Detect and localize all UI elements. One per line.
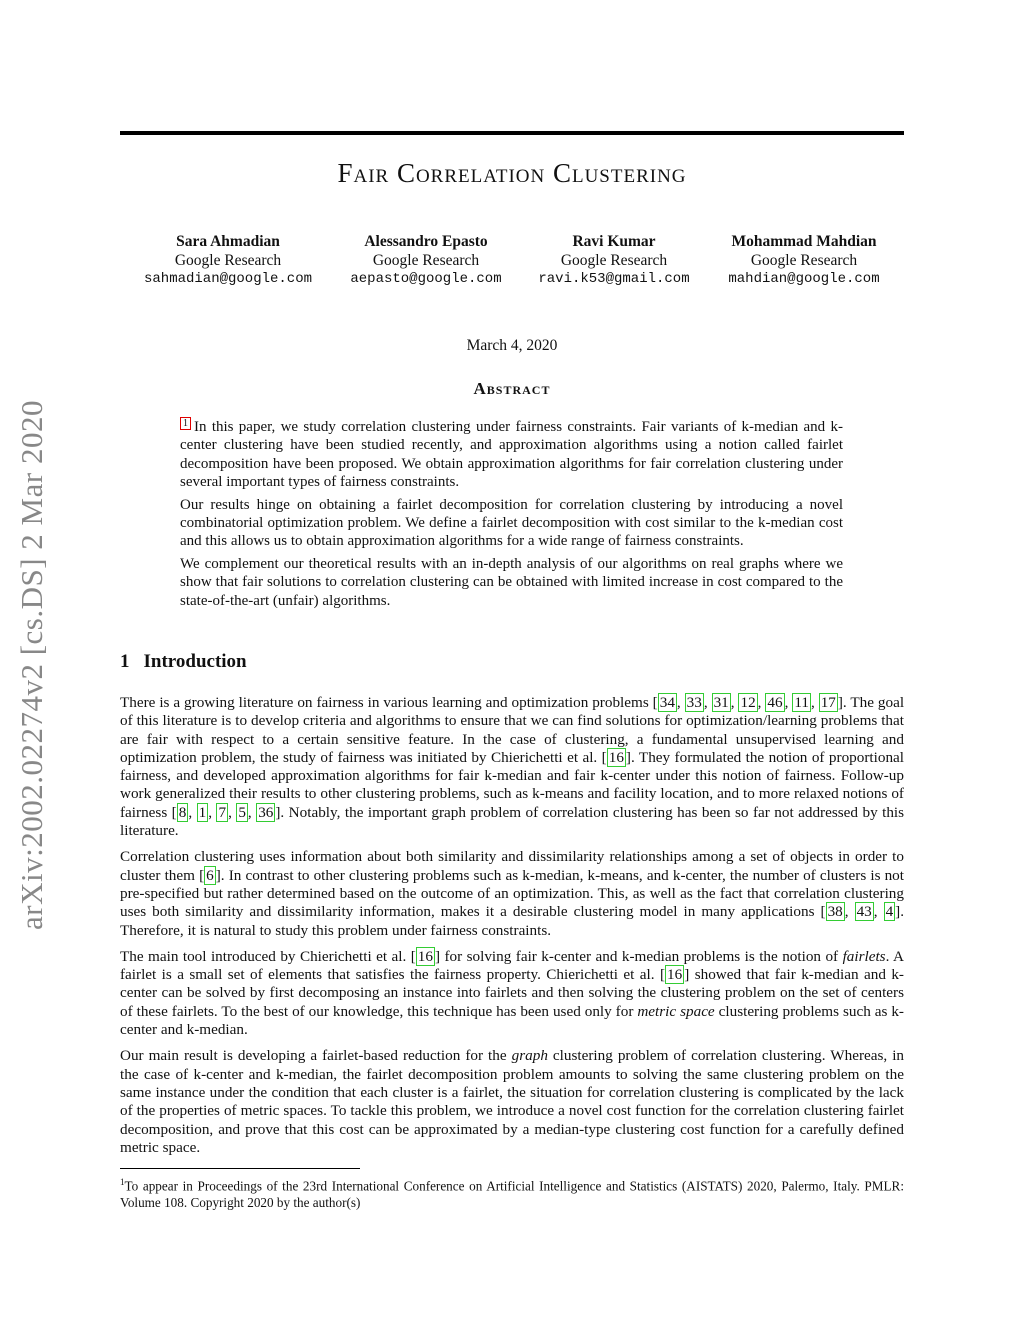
citation-link[interactable]: 36 (258, 803, 274, 821)
citation-separator: , (208, 803, 217, 821)
author-2 (326, 232, 526, 289)
author-email[interactable]: ravi.k53@gmail.com (538, 271, 690, 287)
citation-link[interactable]: 1 (198, 803, 207, 821)
citation-link[interactable]: 33 (686, 694, 702, 711)
intro-paragraph-1 (120, 694, 904, 840)
text-run: ] showed that fair k-median and k-center can be solved by first decomposing an instance into fairlets and then solving the clustering problem on the set of centers of these fairlets. To the best of our knowledge, this technique has been used only for (120, 966, 904, 1020)
abstract-text: In this paper, we study correlation clustering under fairness constraints. Fair variants of k-median and k-center clustering have been studied recently, and approximation algorithms using a notion called fairlet decomposition have been proposed. We obtain approximation algorithms for fair correlation clustering under several important types of fairness constraints. (180, 419, 843, 491)
citation-separator: , (873, 903, 884, 921)
citation-separator: , (676, 694, 685, 711)
abstract-paragraph (180, 417, 843, 492)
author-name: Ravi Kumar (572, 233, 656, 250)
title-rule (120, 131, 904, 135)
footnote-text: To appear in Proceedings of the 23rd International Conference on Artificial Intelligence and Statistics (AISTATS) 2020, Palermo, Italy. PMLR: Volume 108. Copyright 2020 by the author(s) (120, 1178, 904, 1211)
citation-separator: , (228, 803, 237, 821)
emphasis: graph (511, 1047, 548, 1065)
author-affiliation: Google Research (174, 252, 282, 269)
citation-link[interactable]: 43 (856, 903, 872, 921)
author-affiliation: Google Research (750, 252, 858, 269)
citation-separator: , (844, 903, 855, 921)
text-run: Correlation clustering uses information about both similarity and dissimilarity relationships among a set of objects in order to cluster them [ (120, 848, 904, 884)
text-run: ]. Therefore, it is natural to study this problem under fairness constraints. (120, 903, 905, 939)
citation-link[interactable]: 11 (794, 694, 809, 711)
section-title: Introduction (143, 651, 247, 672)
section-number: 1 (120, 651, 130, 672)
text-run: The main tool introduced by Chierichetti et al. [ (120, 947, 416, 965)
footnote (120, 1174, 904, 1211)
footnote-rule (120, 1168, 360, 1169)
abstract-paragraph: Our results hinge on obtaining a fairlet decomposition for correlation clustering by introducing a novel combinatorial optimization problem. We define a fairlet decomposition with cost similar to the k-median cost and this allows us to obtain approximation algorithms for a wide range of fairness constraints. (180, 496, 843, 550)
emphasis: metric space (637, 1002, 715, 1020)
author-email[interactable]: sahmadian@google.com (143, 271, 313, 287)
text-run: ]. The goal of this literature is to develop criteria and algorithms to ensure that we can find solutions for optimization/learning problems that are fair with respect to a certain sensitive feature. In the case of clustering, a fundamental unsupervised learning and optimization problem, the study of fairness was initiated by Chierichetti et al. [ (120, 694, 905, 766)
citation-separator: , (757, 694, 766, 711)
citation-group[interactable] (826, 902, 896, 921)
text-run: clustering problem of correlation clustering. Whereas, in the case of k-center and k-median, the fairlet decomposition problem amounts to solving the same clustering problem on the same instance under the condition that each cluster is a fairlet, the situation for correlation clustering is complicated by the lack of the properties of metric spaces. To tackle this problem, we introduce a novel cost function for the correlation clustering fairlet decomposition, and prove that this cost can be approximated by a median-type clustering cost function for a carefully defined metric space. (120, 1047, 905, 1156)
intro-paragraph-2 (120, 848, 904, 939)
citation-link[interactable]: 5 (238, 803, 246, 821)
author-affiliation: Google Research (560, 252, 668, 269)
author-email[interactable]: aepasto@google.com (350, 271, 502, 287)
paper-date: March 4, 2020 (466, 337, 558, 354)
emphasis: fairlets (842, 947, 886, 965)
abstract-paragraph: We complement our theoretical results with an in-depth analysis of our algorithms on real graphs where we show that fair solutions to correlation clustering can be obtained with limited increase in cost compared to the state-of-the-art (unfair) algorithms. (180, 555, 843, 609)
citation-link[interactable]: 16 (417, 947, 433, 965)
text-run: There is a growing literature on fairness in various learning and optimization problems [ (120, 694, 658, 711)
citation-link[interactable]: 6 (206, 866, 214, 884)
author-name: Alessandro Epasto (364, 233, 488, 250)
text-run: ]. In contrast to other clustering problems such as k-median, k-means, and k-center, the number of clusters is not pre-specified but rather determined based on the outcome of an optimization. This, as well as the fact that correlation clustering uses both similarity and dissimilarity information, makes it a desirable clustering model in many applications [ (120, 866, 904, 921)
intro-paragraph-4 (120, 1047, 904, 1157)
author-1 (128, 232, 328, 289)
arxiv-stamp[interactable]: arXiv:2002.02274v2 [cs.DS] 2 Mar 2020 (14, 400, 49, 930)
text-run: . A fairlet is a small set of elements that satisfies the fairness property. Chierichetti et al. [ (120, 947, 904, 984)
author-name: Sara Ahmadian (176, 233, 280, 250)
author-3 (514, 232, 714, 289)
text-run: clustering problems such as k-center and k-median. (120, 1002, 904, 1039)
citation-link[interactable]: 17 (820, 694, 836, 711)
citation-link[interactable]: 38 (827, 903, 843, 921)
citation-link[interactable]: 31 (713, 694, 729, 711)
citation-link[interactable]: 8 (178, 803, 187, 821)
text-run: ]. They formulated the notion of proportional fairness, and developed approximation algorithms for fair k-median and fair k-center under this notion of fairness. Follow-up work generalized their results to other clustering problems, such as k-means and facility location, and to more relaxed notions of fairness [ (120, 748, 904, 821)
citation-link[interactable]: 46 (767, 694, 783, 711)
intro-paragraph-3 (120, 948, 904, 1039)
citation-link[interactable]: 4 (885, 903, 894, 921)
author-block (120, 232, 904, 296)
introduction-body (120, 694, 904, 1165)
citation-link[interactable]: 34 (659, 694, 675, 711)
author-4 (704, 232, 904, 289)
citation-group[interactable] (177, 803, 276, 822)
author-email[interactable]: mahdian@google.com (728, 271, 880, 287)
citation-link[interactable]: 12 (740, 694, 756, 711)
abstract-heading: Abstract (473, 379, 551, 398)
citation-group[interactable] (658, 693, 838, 712)
section-heading (120, 651, 247, 673)
footnote-link[interactable]: 1 (180, 417, 191, 430)
citation-link[interactable]: 7 (218, 803, 227, 821)
abstract-body (180, 417, 843, 614)
author-affiliation: Google Research (372, 252, 480, 269)
citation-separator: , (730, 694, 739, 711)
paper-title: Fair Correlation Clustering (337, 158, 687, 188)
citation-link[interactable]: 16 (608, 748, 624, 766)
text-run: Our main result is developing a fairlet-based reduction for the (120, 1047, 512, 1065)
citation-separator: , (188, 803, 197, 821)
citation-separator: , (703, 694, 712, 711)
text-run: ]. Notably, the important graph problem of correlation clustering has been so far not addressed by this literature. (120, 803, 905, 840)
text-run: ] for solving fair k-center and k-median problems is the notion of (434, 947, 843, 965)
citation-separator: , (247, 803, 257, 821)
citation-link[interactable]: 16 (667, 966, 683, 984)
citation-separator: , (784, 694, 793, 711)
citation-separator: , (810, 694, 819, 711)
author-name: Mohammad Mahdian (731, 233, 877, 250)
footnote-mark: 1 (120, 1177, 125, 1187)
